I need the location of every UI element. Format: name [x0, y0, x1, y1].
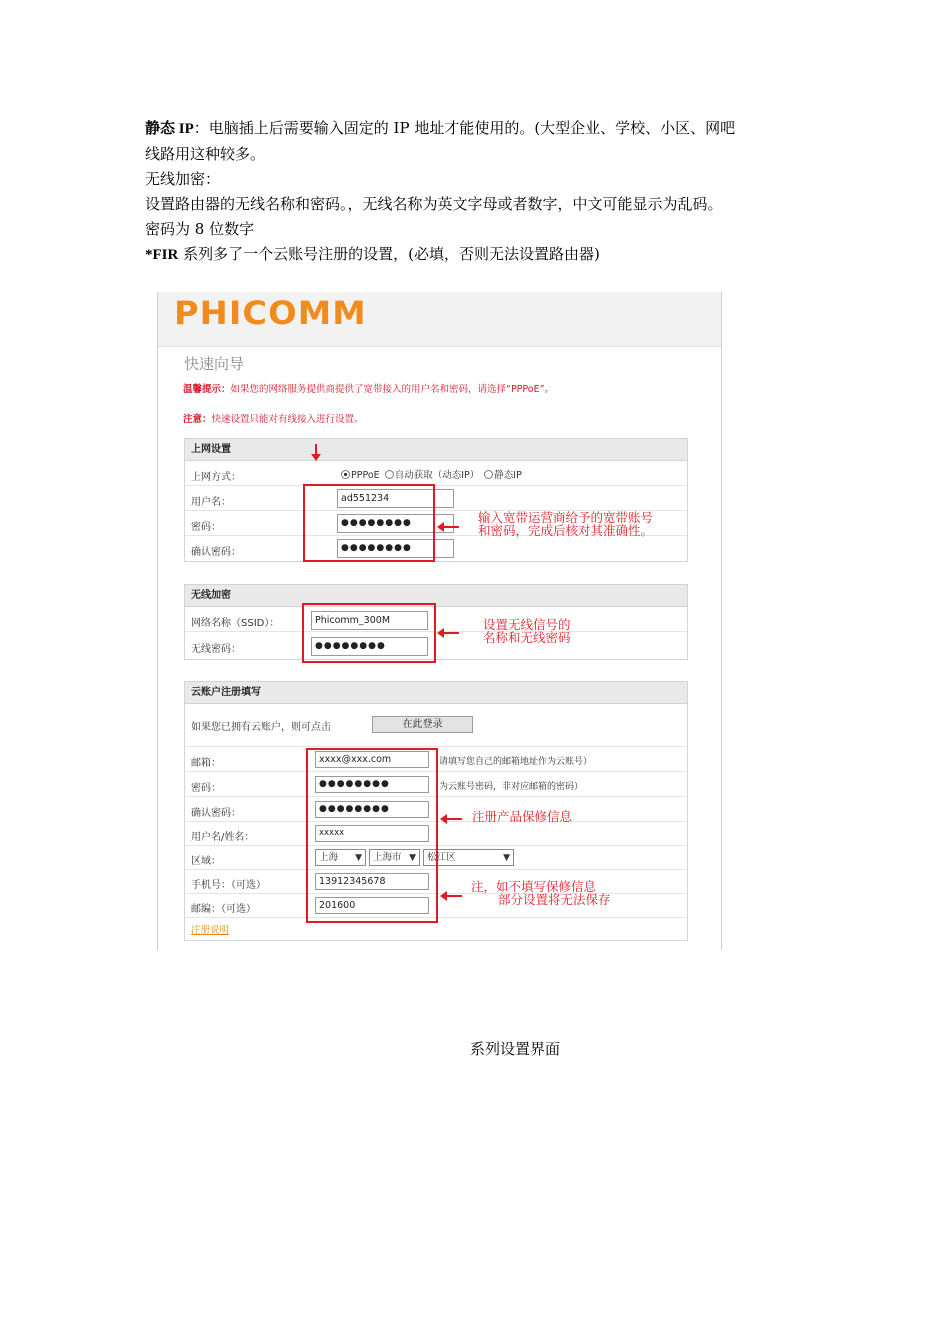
username-input[interactable]: ad551234: [337, 489, 454, 508]
username-label: 用户名：: [191, 497, 231, 508]
wireless-section: [184, 584, 688, 660]
ssid-label: 网络名称（SSID）：: [191, 618, 280, 629]
confirm-password-label: 确认密码：: [191, 547, 241, 558]
internet-mode-radios: [341, 467, 524, 481]
wireless-password-label: 无线密码：: [191, 644, 241, 655]
district-value: 松江区: [427, 852, 456, 863]
radio-pppoe[interactable]: [341, 470, 380, 481]
radio-dhcp-label: 自动获取（动态IP）: [394, 470, 480, 481]
cloud-account-header: 云账户注册填写: [185, 682, 687, 704]
annotation-credentials-line2: 和密码，完成后核对其准确性。: [478, 523, 654, 538]
cloud-confirm-input[interactable]: ●●●●●●●●: [315, 801, 429, 818]
email-input[interactable]: xxxx@xxx.com: [315, 751, 429, 768]
annotation-required: [471, 880, 611, 906]
radio-pppoe-indicator[interactable]: [341, 470, 350, 479]
radio-static-ip[interactable]: [484, 470, 522, 481]
chevron-down-icon: ▼: [503, 853, 510, 863]
ssid-row: [185, 608, 687, 632]
highlight-box-credentials: [303, 484, 435, 562]
cloud-login-button[interactable]: 在此登录: [372, 716, 473, 733]
annotation-warranty: 注册产品保修信息: [472, 809, 573, 824]
password-label: 密码：: [191, 522, 221, 533]
email-label: 邮箱：: [191, 758, 221, 769]
cloud-login-row: [185, 705, 687, 747]
zip-label: 邮编：（可选）: [191, 904, 256, 915]
name-label: 用户名/姓名：: [191, 832, 255, 843]
confirm-password-row: [185, 537, 687, 561]
confirm-password-input[interactable]: ●●●●●●●●: [337, 539, 454, 558]
paragraph-wireless-desc: 设置路由器的无线名称和密码。，无线名称为英文字母或者数字，中文可能显示为乱码。: [145, 195, 723, 213]
wireless-password-input[interactable]: ●●●●●●●●: [311, 637, 428, 656]
notice-pppoe-label: 温馨提示：: [183, 384, 231, 395]
left-arrow-icon: [439, 526, 459, 528]
notice-wired-text: 快速设置只能对有线接入进行设置。: [211, 414, 364, 425]
left-arrow-icon: [442, 895, 462, 897]
caption-text: 系列设置界面: [469, 1040, 560, 1058]
highlight-box-wireless: [302, 603, 436, 663]
paragraph-static-ip-cont: 线路用这种较多。: [145, 145, 266, 163]
cloud-password-hint: 为云账号密码，非对应邮箱的密码）: [439, 782, 584, 792]
highlight-box-cloud: [306, 748, 438, 923]
document-body: [145, 116, 825, 268]
annotation-required-line1: 注，如不填写保修信息: [471, 879, 597, 894]
internet-settings-header: 上网设置: [185, 439, 687, 461]
phone-input[interactable]: 13912345678: [315, 873, 429, 890]
static-ip-term: 静态 IP: [145, 121, 194, 137]
annotation-wireless: [483, 618, 571, 644]
figure-caption: [0, 1038, 950, 1059]
radio-static-indicator[interactable]: [484, 470, 493, 479]
radio-dhcp-indicator[interactable]: [385, 470, 394, 479]
email-hint: 请填写您自己的邮箱地址作为云账号）: [439, 757, 593, 767]
paragraph-wireless-heading: 无线加密：: [145, 170, 221, 188]
radio-dhcp[interactable]: [385, 470, 480, 481]
ssid-input[interactable]: Phicomm_300M: [311, 611, 428, 630]
notice-wired-label: 注意：: [183, 414, 212, 425]
annotation-wireless-line2: 名称和无线密码: [483, 630, 571, 645]
paragraph-password-note: 密码为 8 位数字: [145, 220, 255, 238]
internet-mode-row: [185, 462, 687, 486]
screenshot-header: [158, 292, 721, 347]
left-arrow-icon: [442, 818, 462, 820]
zip-input[interactable]: 201600: [315, 897, 429, 914]
name-input[interactable]: xxxxx: [315, 825, 429, 842]
notice-pppoe: [183, 381, 554, 395]
annotation-wireless-line1: 设置无线信号的: [483, 617, 571, 632]
fir-description: 系列多了一个云账号注册的设置，(必填，否则无法设置路由器): [178, 245, 600, 263]
wireless-password-row: [185, 634, 687, 658]
province-value: 上海: [319, 852, 339, 863]
paragraph-fir-note: [145, 242, 825, 268]
radio-pppoe-label: PPPoE: [351, 470, 380, 481]
down-arrow-icon: [315, 444, 317, 458]
phone-label: 手机号：（可选）: [191, 880, 266, 891]
internet-mode-label: 上网方式：: [191, 472, 241, 483]
have-account-text: 如果您已拥有云账户，则可点击: [191, 722, 331, 733]
chevron-down-icon: ▼: [409, 853, 416, 863]
region-label: 区域：: [191, 856, 221, 867]
cloud-confirm-label: 确认密码：: [191, 808, 241, 819]
internet-settings-section: [184, 438, 688, 562]
cloud-password-label: 密码：: [191, 783, 221, 794]
left-arrow-icon: [439, 632, 459, 634]
annotation-credentials-line1: 输入宽带运营商给予的宽带账号: [478, 510, 654, 525]
wireless-header: 无线加密: [185, 585, 687, 607]
username-row: [185, 487, 687, 511]
static-ip-description: ：电脑插上后需要输入固定的 IP 地址才能使用的。(大型企业、学校、小区、网吧: [193, 119, 736, 137]
terms-link[interactable]: 注册说明: [191, 925, 230, 936]
radio-static-label: 静态IP: [494, 470, 522, 481]
notice-wired: [183, 411, 364, 425]
annotation-required-line2: 部分设置将无法保存: [498, 892, 611, 907]
password-input[interactable]: ●●●●●●●●: [337, 514, 454, 533]
chevron-down-icon: ▼: [355, 853, 362, 863]
phicomm-logo: PHICOMM: [174, 294, 367, 332]
annotation-credentials: [478, 511, 653, 537]
city-value: 上海市: [373, 852, 402, 863]
fir-term: *FIR: [145, 247, 179, 263]
router-setup-screenshot: [157, 292, 722, 950]
wizard-title: 快速向导: [184, 355, 245, 373]
paragraph-static-ip: [145, 116, 825, 142]
notice-pppoe-text: 如果您的网络服务提供商提供了宽带接入的用户名和密码，请选择“PPPoE”。: [230, 384, 555, 395]
cloud-password-input[interactable]: ●●●●●●●●: [315, 776, 429, 793]
